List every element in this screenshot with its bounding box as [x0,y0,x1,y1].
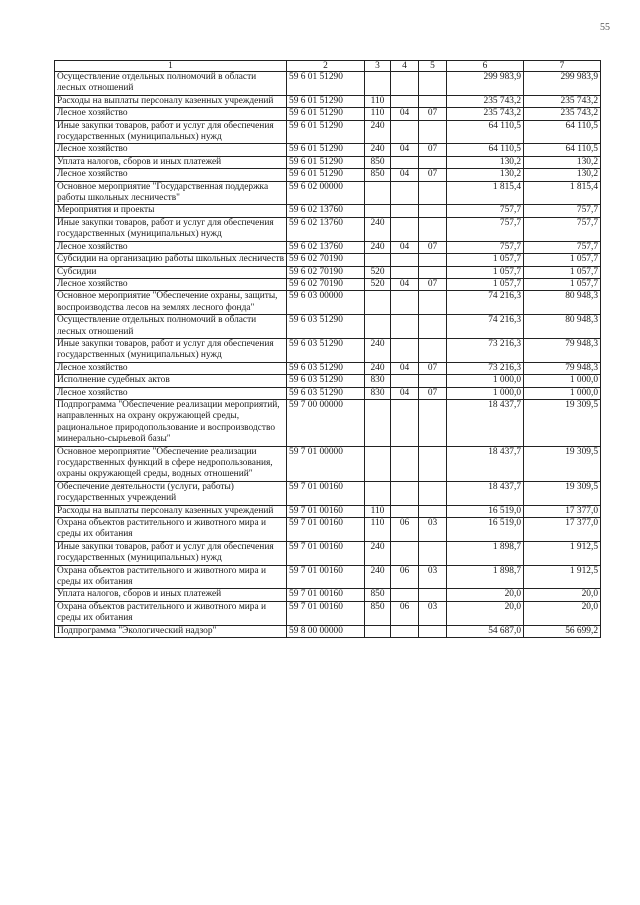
row-amount-year2-cell: 130,2 [524,156,601,168]
table-row [55,399,601,446]
row-name-cell: Иные закупки товаров, работ и услуг для обеспечения государственных (муниципальных) нужд [55,541,287,565]
row-name-cell: Лесное хозяйство [55,108,287,120]
row-amount-year2-cell: 20,0 [524,589,601,601]
row-name-cell: Лесное хозяйство [55,169,287,181]
row-name-cell: Охрана объектов растительного и животного мира и среды их обитания [55,601,287,625]
row-amount-year2-cell: 17 377,0 [524,518,601,542]
table-row [55,565,601,589]
row-expense-type-cell [365,315,391,339]
row-expense-type-cell: 240 [365,144,391,156]
row-expense-type-cell [365,181,391,205]
table-row [55,446,601,481]
row-amount-year1-cell: 1 898,7 [447,541,524,565]
row-section-cell [391,589,419,601]
header-row [55,61,601,72]
row-section-cell [391,72,419,96]
row-expense-type-cell: 240 [365,565,391,589]
row-amount-year2-cell: 757,7 [524,205,601,217]
row-subsection-cell [419,505,447,517]
row-amount-year2-cell: 757,7 [524,217,601,241]
row-expense-type-cell [365,481,391,505]
row-section-cell [391,625,419,637]
row-subsection-cell [419,156,447,168]
row-amount-year1-cell: 757,7 [447,205,524,217]
row-name-cell: Основное мероприятие "Обеспечение охраны, защиты, воспроизводства лесов на землях лесного фонда" [55,291,287,315]
row-code-cell: 59 6 01 51290 [287,169,365,181]
row-code-cell: 59 7 00 00000 [287,399,365,446]
table-row [55,387,601,399]
row-expense-type-cell: 110 [365,95,391,107]
row-expense-type-cell [365,72,391,96]
row-amount-year1-cell: 299 983,9 [447,72,524,96]
row-code-cell: 59 7 01 00160 [287,601,365,625]
header-cell-4: 4 [391,61,419,72]
row-code-cell: 59 6 01 51290 [287,156,365,168]
row-amount-year2-cell: 130,2 [524,169,601,181]
row-expense-type-cell: 850 [365,589,391,601]
row-amount-year2-cell: 1 057,7 [524,266,601,278]
row-subsection-cell [419,399,447,446]
row-code-cell: 59 6 02 13760 [287,241,365,253]
row-expense-type-cell: 110 [365,505,391,517]
row-expense-type-cell [365,625,391,637]
table-row [55,375,601,387]
table-row [55,481,601,505]
row-code-cell: 59 6 01 51290 [287,144,365,156]
row-amount-year1-cell: 1 057,7 [447,278,524,290]
row-code-cell: 59 6 03 00000 [287,291,365,315]
row-section-cell [391,95,419,107]
row-code-cell: 59 7 01 00000 [287,446,365,481]
row-expense-type-cell: 240 [365,120,391,144]
row-subsection-cell [419,446,447,481]
table-row [55,181,601,205]
row-amount-year2-cell: 19 309,5 [524,446,601,481]
row-section-cell: 04 [391,144,419,156]
row-expense-type-cell: 240 [365,541,391,565]
table-row [55,291,601,315]
row-code-cell: 59 7 01 00160 [287,505,365,517]
row-amount-year2-cell: 79 948,3 [524,362,601,374]
header-cell-6: 6 [447,61,524,72]
row-section-cell [391,254,419,266]
row-code-cell: 59 6 02 70190 [287,278,365,290]
row-name-cell: Охрана объектов растительного и животного мира и среды их обитания [55,565,287,589]
row-name-cell: Основное мероприятие "Государственная поддержка работы школьных лесничеств" [55,181,287,205]
table-row [55,266,601,278]
row-amount-year2-cell: 757,7 [524,241,601,253]
row-amount-year2-cell: 1 912,5 [524,541,601,565]
row-name-cell: Исполнение судебных актов [55,375,287,387]
row-name-cell: Лесное хозяйство [55,241,287,253]
row-amount-year1-cell: 73 216,3 [447,338,524,362]
row-subsection-cell: 03 [419,565,447,589]
row-subsection-cell: 03 [419,601,447,625]
row-expense-type-cell: 240 [365,362,391,374]
row-amount-year1-cell: 1 057,7 [447,266,524,278]
row-amount-year1-cell: 1 000,0 [447,375,524,387]
table-row [55,169,601,181]
page-number: 55 [600,22,610,33]
row-name-cell: Подпрограмма "Экологический надзор" [55,625,287,637]
row-amount-year2-cell: 19 309,5 [524,399,601,446]
row-amount-year1-cell: 235 743,2 [447,108,524,120]
row-code-cell: 59 6 02 70190 [287,266,365,278]
row-amount-year2-cell: 20,0 [524,601,601,625]
row-subsection-cell [419,205,447,217]
row-section-cell [391,375,419,387]
row-expense-type-cell: 110 [365,518,391,542]
row-subsection-cell [419,266,447,278]
row-name-cell: Лесное хозяйство [55,362,287,374]
row-section-cell: 06 [391,565,419,589]
row-subsection-cell [419,625,447,637]
header-cell-5: 5 [419,61,447,72]
table-row [55,541,601,565]
row-section-cell [391,120,419,144]
row-name-cell: Лесное хозяйство [55,278,287,290]
row-section-cell [391,205,419,217]
row-subsection-cell [419,338,447,362]
row-amount-year2-cell: 1 912,5 [524,565,601,589]
row-code-cell: 59 6 03 51290 [287,375,365,387]
row-subsection-cell [419,375,447,387]
row-code-cell: 59 6 01 51290 [287,120,365,144]
row-subsection-cell: 07 [419,362,447,374]
row-subsection-cell: 03 [419,518,447,542]
row-name-cell: Охрана объектов растительного и животного мира и среды их обитания [55,518,287,542]
table-row [55,241,601,253]
header-cell-1: 1 [55,61,287,72]
row-section-cell: 04 [391,278,419,290]
row-name-cell: Субсидии на организацию работы школьных лесничеств [55,254,287,266]
row-amount-year2-cell: 299 983,9 [524,72,601,96]
header-cell-2: 2 [287,61,365,72]
row-subsection-cell [419,541,447,565]
row-name-cell: Расходы на выплаты персоналу казенных учреждений [55,505,287,517]
row-section-cell [391,156,419,168]
row-section-cell: 04 [391,169,419,181]
row-name-cell: Иные закупки товаров, работ и услуг для обеспечения государственных (муниципальных) нужд [55,120,287,144]
row-amount-year1-cell: 1 000,0 [447,387,524,399]
table-row [55,156,601,168]
row-code-cell: 59 7 01 00160 [287,541,365,565]
row-name-cell: Расходы на выплаты персоналу казенных учреждений [55,95,287,107]
row-code-cell: 59 6 03 51290 [287,362,365,374]
row-code-cell: 59 6 02 00000 [287,181,365,205]
row-amount-year1-cell: 18 437,7 [447,481,524,505]
row-amount-year2-cell: 1 057,7 [524,278,601,290]
table-row [55,589,601,601]
table-row [55,338,601,362]
row-section-cell [391,217,419,241]
row-name-cell: Осуществление отдельных полномочий в области лесных отношений [55,315,287,339]
row-amount-year2-cell: 1 057,7 [524,254,601,266]
row-expense-type-cell: 240 [365,217,391,241]
table-row [55,315,601,339]
row-name-cell: Иные закупки товаров, работ и услуг для обеспечения государственных (муниципальных) нужд [55,217,287,241]
row-section-cell: 06 [391,601,419,625]
row-amount-year1-cell: 54 687,0 [447,625,524,637]
row-code-cell: 59 7 01 00160 [287,589,365,601]
row-section-cell [391,399,419,446]
row-subsection-cell [419,95,447,107]
row-name-cell: Осуществление отдельных полномочий в области лесных отношений [55,72,287,96]
row-amount-year1-cell: 235 743,2 [447,95,524,107]
row-amount-year1-cell: 16 519,0 [447,505,524,517]
table-row [55,217,601,241]
row-subsection-cell [419,481,447,505]
row-name-cell: Основное мероприятие "Обеспечение реализации государственных функций в сфере недропользования, охраны окружающей среды, водных отношений" [55,446,287,481]
budget-table [54,60,601,638]
header-cell-7: 7 [524,61,601,72]
table-row [55,144,601,156]
row-code-cell: 59 6 01 51290 [287,108,365,120]
row-section-cell [391,181,419,205]
row-expense-type-cell: 520 [365,278,391,290]
table-row [55,278,601,290]
table-row [55,108,601,120]
table-row [55,205,601,217]
row-subsection-cell: 07 [419,387,447,399]
row-amount-year1-cell: 74 216,3 [447,291,524,315]
row-subsection-cell: 07 [419,278,447,290]
row-amount-year1-cell: 1 057,7 [447,254,524,266]
row-subsection-cell: 07 [419,169,447,181]
table-row [55,362,601,374]
row-expense-type-cell: 110 [365,108,391,120]
row-code-cell: 59 6 01 51290 [287,95,365,107]
row-code-cell: 59 7 01 00160 [287,481,365,505]
row-name-cell: Уплата налогов, сборов и иных платежей [55,589,287,601]
row-subsection-cell [419,217,447,241]
row-section-cell [391,266,419,278]
row-amount-year2-cell: 235 743,2 [524,108,601,120]
row-code-cell: 59 6 02 13760 [287,217,365,241]
row-amount-year2-cell: 64 110,5 [524,144,601,156]
row-expense-type-cell: 520 [365,266,391,278]
row-amount-year2-cell: 17 377,0 [524,505,601,517]
row-amount-year2-cell: 79 948,3 [524,338,601,362]
table-row [55,625,601,637]
row-section-cell [391,505,419,517]
row-section-cell [391,338,419,362]
row-amount-year2-cell: 1 000,0 [524,387,601,399]
row-subsection-cell [419,72,447,96]
table-row [55,120,601,144]
row-subsection-cell [419,589,447,601]
row-subsection-cell: 07 [419,241,447,253]
row-code-cell: 59 7 01 00160 [287,565,365,589]
row-subsection-cell: 07 [419,144,447,156]
table-row [55,518,601,542]
row-amount-year2-cell: 19 309,5 [524,481,601,505]
row-amount-year1-cell: 757,7 [447,217,524,241]
header-cell-3: 3 [365,61,391,72]
row-section-cell: 04 [391,241,419,253]
row-amount-year1-cell: 20,0 [447,601,524,625]
row-amount-year1-cell: 18 437,7 [447,446,524,481]
row-amount-year1-cell: 73 216,3 [447,362,524,374]
row-code-cell: 59 6 03 51290 [287,338,365,362]
row-subsection-cell [419,120,447,144]
row-expense-type-cell: 850 [365,156,391,168]
row-code-cell: 59 6 02 70190 [287,254,365,266]
row-amount-year1-cell: 757,7 [447,241,524,253]
table-row [55,95,601,107]
row-code-cell: 59 6 02 13760 [287,205,365,217]
row-name-cell: Лесное хозяйство [55,144,287,156]
row-amount-year1-cell: 64 110,5 [447,120,524,144]
row-amount-year1-cell: 64 110,5 [447,144,524,156]
row-expense-type-cell: 850 [365,169,391,181]
row-section-cell: 04 [391,108,419,120]
row-section-cell: 04 [391,387,419,399]
row-amount-year1-cell: 130,2 [447,156,524,168]
row-name-cell: Лесное хозяйство [55,387,287,399]
row-expense-type-cell: 850 [365,601,391,625]
row-name-cell: Субсидии [55,266,287,278]
row-amount-year2-cell: 80 948,3 [524,291,601,315]
row-amount-year1-cell: 1 898,7 [447,565,524,589]
row-section-cell: 04 [391,362,419,374]
row-name-cell: Иные закупки товаров, работ и услуг для обеспечения государственных (муниципальных) нужд [55,338,287,362]
row-subsection-cell: 07 [419,108,447,120]
row-expense-type-cell [365,254,391,266]
row-section-cell [391,446,419,481]
row-code-cell: 59 6 03 51290 [287,315,365,339]
row-expense-type-cell [365,399,391,446]
row-expense-type-cell: 830 [365,375,391,387]
row-subsection-cell [419,254,447,266]
row-amount-year1-cell: 1 815,4 [447,181,524,205]
row-name-cell: Подпрограмма "Обеспечение реализации мероприятий, направленных на охрану окружающей среды, рациональное природопользование и воспроизводство минерально-сырьевой базы" [55,399,287,446]
row-amount-year1-cell: 16 519,0 [447,518,524,542]
table-row [55,72,601,96]
table-row [55,505,601,517]
row-expense-type-cell [365,291,391,315]
row-section-cell [391,315,419,339]
row-code-cell: 59 7 01 00160 [287,518,365,542]
row-section-cell [391,541,419,565]
row-expense-type-cell: 240 [365,338,391,362]
row-expense-type-cell [365,205,391,217]
row-amount-year1-cell: 18 437,7 [447,399,524,446]
row-amount-year2-cell: 1 815,4 [524,181,601,205]
row-code-cell: 59 8 00 00000 [287,625,365,637]
row-section-cell [391,291,419,315]
row-section-cell: 06 [391,518,419,542]
row-code-cell: 59 6 01 51290 [287,72,365,96]
row-amount-year2-cell: 1 000,0 [524,375,601,387]
table-row [55,254,601,266]
row-amount-year2-cell: 56 699,2 [524,625,601,637]
row-expense-type-cell: 240 [365,241,391,253]
row-amount-year2-cell: 80 948,3 [524,315,601,339]
row-amount-year2-cell: 64 110,5 [524,120,601,144]
row-name-cell: Обеспечение деятельности (услуги, работы) государственных учреждений [55,481,287,505]
row-amount-year1-cell: 130,2 [447,169,524,181]
row-amount-year2-cell: 235 743,2 [524,95,601,107]
table-row [55,601,601,625]
row-amount-year1-cell: 20,0 [447,589,524,601]
row-amount-year1-cell: 74 216,3 [447,315,524,339]
row-code-cell: 59 6 03 51290 [287,387,365,399]
row-expense-type-cell: 830 [365,387,391,399]
row-subsection-cell [419,291,447,315]
row-name-cell: Мероприятия и проекты [55,205,287,217]
row-subsection-cell [419,181,447,205]
row-subsection-cell [419,315,447,339]
row-section-cell [391,481,419,505]
row-name-cell: Уплата налогов, сборов и иных платежей [55,156,287,168]
row-expense-type-cell [365,446,391,481]
